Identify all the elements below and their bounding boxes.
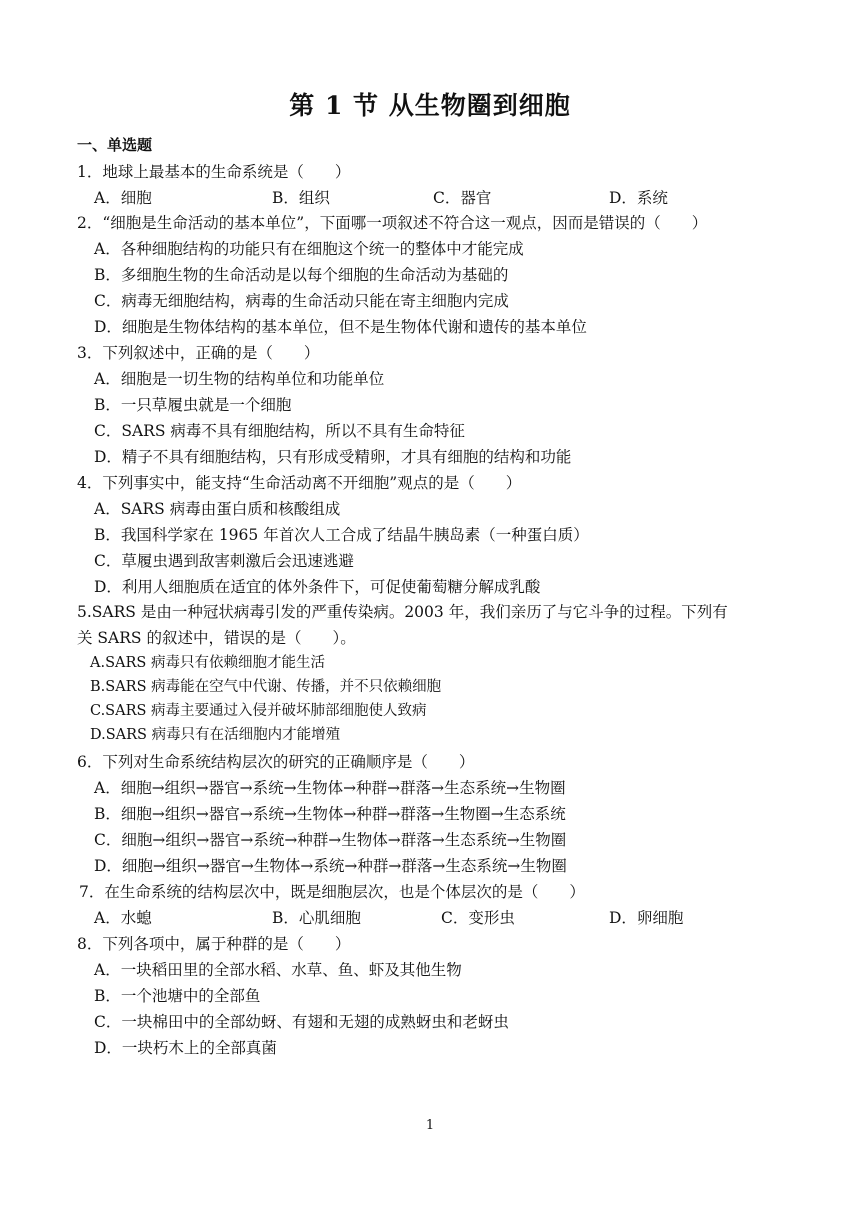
question-6-option-d: D．细胞→组织→器官→生物体→系统→种群→群落→生态系统→生物圈 [94, 857, 567, 875]
question-7-option-d: D．卵细胞 [609, 909, 684, 927]
page-number: 1 [425, 1118, 435, 1133]
question-5-stem-line-1: 5.SARS 是由一种冠状病毒引发的严重传染病。2003 年，我们亲历了与它斗争的过程。下列有 [77, 603, 728, 621]
question-6-stem: 6．下列对生命系统结构层次的研究的正确顺序是（ ） [77, 753, 475, 771]
question-1-option-c: C．器官 [433, 189, 492, 207]
question-1-stem: 1．地球上最基本的生命系统是（ ） [77, 163, 351, 181]
question-8-option-a: A．一块稻田里的全部水稻、水草、鱼、虾及其他生物 [94, 961, 462, 979]
question-7-option-a: A．水螅 [94, 909, 152, 927]
section-heading: 一、单选题 [77, 136, 153, 154]
question-6-option-b: B．细胞→组织→器官→系统→生物体→种群→群落→生物圈→生态系统 [94, 805, 566, 823]
question-2-option-a: A．各种细胞结构的功能只有在细胞这个统一的整体中才能完成 [94, 240, 524, 258]
question-3-option-b: B．一只草履虫就是一个细胞 [94, 396, 292, 414]
question-4-option-c: C．草履虫遇到敌害刺激后会迅速逃避 [94, 552, 354, 570]
question-8-option-d: D．一块朽木上的全部真菌 [94, 1039, 277, 1057]
question-2-option-b: B．多细胞生物的生命活动是以每个细胞的生命活动为基础的 [94, 266, 509, 284]
question-7-option-b: B．心肌细胞 [272, 909, 361, 927]
question-2-option-d: D．细胞是生物体结构的基本单位，但不是生物体代谢和遗传的基本单位 [94, 318, 587, 336]
question-3-stem: 3．下列叙述中，正确的是（ ） [77, 344, 320, 362]
question-3-option-a: A．细胞是一切生物的结构单位和功能单位 [94, 370, 385, 388]
question-8-option-b: B．一个池塘中的全部鱼 [94, 987, 261, 1005]
question-7-option-c: C．变形虫 [441, 909, 515, 927]
question-1-option-a: A．细胞 [94, 189, 152, 207]
question-5-stem-line-2: 关 SARS 的叙述中，错误的是（ ）。 [77, 629, 356, 647]
question-2-stem: 2．“细胞是生命活动的基本单位”，下面哪一项叙述不符合这一观点，因而是错误的（ ） [77, 214, 708, 232]
question-4-option-a: A．SARS 病毒由蛋白质和核酸组成 [94, 500, 341, 518]
question-6-option-a: A．细胞→组织→器官→系统→生物体→种群→群落→生态系统→生物圈 [94, 779, 566, 797]
question-7-stem: 7．在生命系统的结构层次中，既是细胞层次，也是个体层次的是（ ） [79, 883, 585, 901]
question-4-option-d: D．利用人细胞质在适宜的体外条件下，可促使葡萄糖分解成乳酸 [94, 578, 541, 596]
question-5-option-d: D.SARS 病毒只有在活细胞内才能增殖 [90, 727, 341, 743]
question-4-option-b: B．我国科学家在 1965 年首次人工合成了结晶牛胰岛素（一种蛋白质） [94, 526, 589, 544]
question-3-option-c: C．SARS 病毒不具有细胞结构，所以不具有生命特征 [94, 422, 465, 440]
question-5-option-a: A.SARS 病毒只有依赖细胞才能生活 [90, 655, 325, 671]
question-4-stem: 4．下列事实中，能支持“生命活动离不开细胞”观点的是（ ） [77, 474, 522, 492]
question-1-option-d: D．系统 [609, 189, 668, 207]
page-title: 第 1 节 从生物圈到细胞 [289, 91, 571, 120]
question-2-option-c: C．病毒无细胞结构，病毒的生命活动只能在寄主细胞内完成 [94, 292, 509, 310]
question-8-option-c: C．一块棉田中的全部幼蚜、有翅和无翅的成熟蚜虫和老蚜虫 [94, 1013, 509, 1031]
question-8-stem: 8．下列各项中，属于种群的是（ ） [77, 935, 351, 953]
question-5-option-b: B.SARS 病毒能在空气中代谢、传播，并不只依赖细胞 [90, 679, 442, 695]
question-5-option-c: C.SARS 病毒主要通过入侵并破坏肺部细胞使人致病 [90, 703, 427, 719]
question-6-option-c: C．细胞→组织→器官→系统→种群→生物体→群落→生态系统→生物圈 [94, 831, 567, 849]
question-1-option-b: B．组织 [272, 189, 330, 207]
question-3-option-d: D．精子不具有细胞结构，只有形成受精卵，才具有细胞的结构和功能 [94, 448, 572, 466]
